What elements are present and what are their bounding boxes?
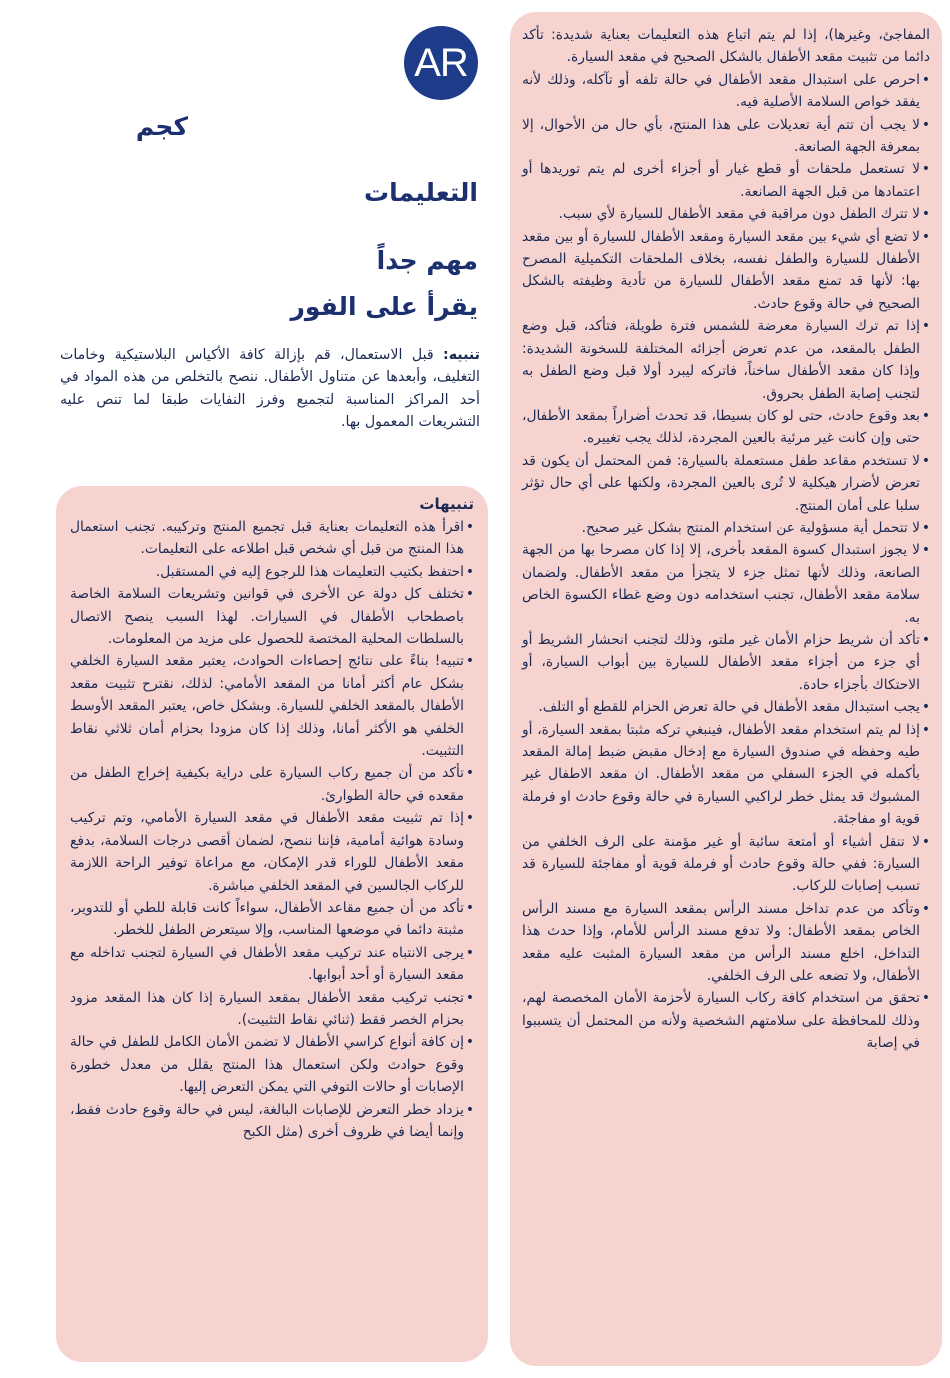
warning-item: • لا تستعمل ملحقات أو قطع غيار أو أجزاء أخرى لم يتم توريدها أو اعتمادها من قبل الجهة الصانعة. [522, 158, 930, 203]
warning-item: • احتفظ بكتيب التعليمات هذا للرجوع إليه في المستقبل. [70, 561, 474, 583]
caution-text: قبل الاستعمال، قم بإزالة كافة الأكياس البلاستيكية وخامات التغليف، وأبعدها عن متناول الأطفال. ننصح بالتخلص من هذه المواد في أحد المراكز المناسبة لتجميع وفرز النفايات طبقا لما تنص عليه التشريعات المعمول بها. [60, 347, 480, 431]
warning-item: • لا تنقل أشياء أو أمتعة سائبة أو غير مؤمنة على الرف الخلفي من السيارة: ففي حالة وقوع حادث أو فرملة قوية أو مفاجئة للسيارة قد تسبب إصابات للركاب. [522, 831, 930, 898]
warning-continuation: المفاجئ، وغيرها)، إذا لم يتم اتباع هذه التعليمات بعناية شديدة: تأكد دائما من تثبيت مقعد الأطفال بالشكل الصحيح في مقعد السيارة. [522, 27, 930, 66]
warning-item: • لا يجب أن تتم أية تعديلات على هذا المنتج، بأي حال من الأحوال، إلا بمعرفة الجهة الصانعة. [522, 114, 930, 159]
warning-item: • إذا لم يتم استخدام مقعد الأطفال، فينبغي تركه مثبتا بمقعد السيارة، أو طيه وحفظه في صندوق السيارة مع إدخال مقبض ضبط إمالة المقعد بأكمله في الجزء السفلي من مقعد الأطفال. ان مقعد الاطفال غير المشبوك قد يمثل خطر لراكبي السيارة في حالة وقوع حادث او فرملة قوية او مفاجئة. [522, 719, 930, 831]
warning-item: • بعد وقوع حادث، حتى لو كان بسيطا، قد تحدث أضراراً بمقعد الأطفال، حتى وإن كانت غير مرئية بالعين المجردة، لذلك يجب تغييره. [522, 405, 930, 450]
warning-item: • لا تضع أي شيء بين مقعد السيارة ومقعد الأطفال للسيارة أو بين مقعد الأطفال للسيارة والطفل نفسه، بخلاف الملحقات التكميلية المصرح بها: لأنها قد تمنع مقعد الأطفال للسيارة من تأدية وظيفته بالشكل الصحيح في حالة وقوع حادث. [522, 226, 930, 316]
warning-item: • لا تتحمل أية مسؤولية عن استخدام المنتج بشكل غير صحيح. [522, 517, 930, 539]
brand-name: كجم [135, 112, 188, 141]
warning-item: • تنبيه! بناءً على نتائج إحصاءات الحوادث، يعتبر مقعد السيارة الخلفي بشكل عام أكثر أمانا من المقعد الأمامي: لذلك، نقترح تثبيت مقعد الأطفال بالمقعد الخلفي للسيارة. وبشكل خاص، يعتبر المقعد الأوسط الخلفي هو الأكثر أمانا، وذلك إذا كان مزودا بحزام أمان ثلاثي نقاط التثبيت. [70, 650, 474, 762]
warning-item: • لا تستخدم مقاعد طفل مستعملة بالسيارة: فمن المحتمل أن يكون قد تعرض لأضرار هيكلية لا تُرى بالعين المجردة، ولكنها على أي حال تؤثر سلبا على أمان المنتج. [522, 450, 930, 517]
warning-item: • تأكد من أن جميع مقاعد الأطفال، سواءاً كانت قابلة للطي أو للتدوير، مثبتة دائما في موضعها المناسب، وإلا سيتعرض الطفل للخطر. [70, 897, 474, 942]
warning-item: • تأكد أن شريط حزام الأمان غير ملتو، وذلك لتجنب انحشار الشريط أو أي جزء من أجزاء مقعد الأطفال للسيارة بين أبواب السيارة، أو الاحتكاك بأجزاء حادة. [522, 629, 930, 696]
warning-item: • احرص على استبدال مقعد الأطفال في حالة تلفه أو تآكله، وذلك لأنه يفقد خواص السلامة الأصلية فيه. [522, 69, 930, 114]
warnings-panel-continued [510, 12, 942, 1366]
read-immediately-heading: يقرأ على الفور [290, 292, 478, 321]
caution-label: تنبيه: [443, 347, 480, 363]
instructions-title: التعليمات [364, 178, 478, 207]
warning-item: • يجب استبدال مقعد الأطفال في حالة تعرض الحزام للقطع أو التلف. [522, 696, 930, 718]
warning-item: • تجنب تركيب مقعد الأطفال بمقعد السيارة إذا كان هذا المقعد مزود بحزام الخصر فقط (ثنائي نقاط التثبيت). [70, 987, 474, 1032]
warning-item: • إن كافة أنواع كراسي الأطفال لا تضمن الأمان الكامل للطفل في حالة وقوع حوادث ولكن استعمال هذا المنتج يقلل من معدل خطورة الإصابات أو حالات التوفي التي يمكن التعرض إليها. [70, 1031, 474, 1098]
caution-paragraph [60, 344, 480, 434]
language-badge: AR [404, 26, 478, 100]
warning-item: • يرجى الانتباه عند تركيب مقعد الأطفال في السيارة لتجنب تداخله مع مقعد السيارة أو أحد أبوابها. [70, 942, 474, 987]
warning-item: • إذا تم ترك السيارة معرضة للشمس فترة طويلة، فتأكد، قبل وضع الطفل بالمقعد، من عدم تعرض أجزائه المختلفة للسخونة الشديدة: وإذا كان مقعد الأطفال ساخناً، فاتركه ليبرد أولا قبل وضع الطفل به لتجنب إصابة الطفل بحروق. [522, 315, 930, 405]
warning-item: • تختلف كل دولة عن الأخرى في قوانين وتشريعات السلامة الخاصة باصطحاب الأطفال في السيارات. لهذا السبب ينصح الاتصال بالسلطات المحلية المختصة للحصول على مزيد من المعلومات. [70, 583, 474, 650]
warning-item: • تأكد من أن جميع ركاب السيارة على دراية بكيفية إخراج الطفل من مقعده في حالة الطوارئ. [70, 762, 474, 807]
warning-item: • لا تترك الطفل دون مراقبة في مقعد الأطفال للسيارة لأي سبب. [522, 203, 930, 225]
warning-item: • تحقق من استخدام كافة ركاب السيارة لأحزمة الأمان المخصصة لهم، وذلك للمحافظة على سلامتهم الشخصية ولأنه من المحتمل أن يتسببوا في إصابة [522, 987, 930, 1054]
warning-item: • إذا تم تثبيت مقعد الأطفال في مقعد السيارة الأمامي، وتم تركيب وسادة هوائية أمامية، فإننا ننصح، لضمان أقصى درجات السلامة، بدفع مقعد الأطفال للوراء قدر الإمكان، مع مراعاة توفير الراحة اللازمة للركاب الجالسين في المقعد الخلفي مباشرة. [70, 807, 474, 897]
important-heading: مهم جداً [376, 246, 478, 275]
warnings-title: تنبيهات [419, 495, 474, 513]
warnings-panel [56, 486, 488, 1362]
warning-item: • يزداد خطر التعرض للإصابات البالغة، ليس في حالة وقوع حادث فقط، وإنما أيضا في ظروف أخرى (مثل الكبح [70, 1099, 474, 1144]
warning-item: • لا يجوز استبدال كسوة المقعد بأخرى، إلا إذا كان مصرحا بها من الجهة الصانعة، وذلك لأنها تمثل جزء لا يتجزأ من مقعد الأطفال. ولضمان سلامة مقعد الأطفال، تجنب استخدامه دون وضع غطاء الكسوة الخاص به. [522, 539, 930, 629]
warning-item: • وتأكد من عدم تداخل مسند الرأس بمقعد السيارة مع مسند الرأس الخاص بمقعد الأطفال: ولا تدفع مسند الرأس للأمام، وإذا حدث هذا التداخل، اخلع مسند الرأس من مقعد السيارة المثبت عليه مقعد الأطفال، ولا تضعه على الرف الخلفي. [522, 898, 930, 988]
warnings-list-continued [522, 24, 930, 1055]
warning-item: • اقرأ هذه التعليمات بعناية قبل تجميع المنتج وتركيبه. تجنب استعمال هذا المنتج من قبل أي شخص قبل اطلاعه على التعليمات. [70, 516, 474, 561]
warnings-list [70, 516, 474, 1143]
